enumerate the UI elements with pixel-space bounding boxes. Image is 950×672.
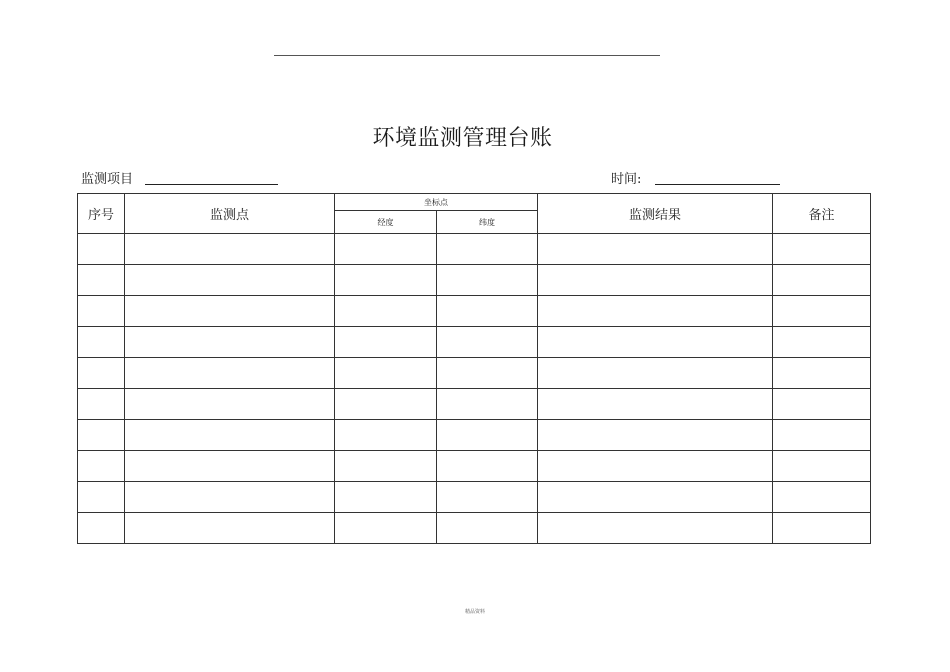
cell-seq[interactable] bbox=[78, 327, 125, 358]
table-row bbox=[78, 420, 871, 451]
cell-longitude[interactable] bbox=[335, 389, 437, 420]
cell-result[interactable] bbox=[538, 389, 773, 420]
cell-point[interactable] bbox=[125, 327, 335, 358]
ledger-body bbox=[78, 234, 871, 544]
cell-result[interactable] bbox=[538, 451, 773, 482]
cell-result[interactable] bbox=[538, 296, 773, 327]
header-result: 监测结果 bbox=[538, 194, 773, 234]
header-point: 监测点 bbox=[125, 194, 335, 234]
cell-longitude[interactable] bbox=[335, 513, 437, 544]
table-row bbox=[78, 482, 871, 513]
cell-result[interactable] bbox=[538, 358, 773, 389]
cell-remark[interactable] bbox=[773, 482, 871, 513]
project-label: 监测项目 bbox=[81, 172, 134, 187]
cell-result[interactable] bbox=[538, 327, 773, 358]
cell-seq[interactable] bbox=[78, 513, 125, 544]
cell-latitude[interactable] bbox=[437, 296, 538, 327]
cell-remark[interactable] bbox=[773, 358, 871, 389]
cell-remark[interactable] bbox=[773, 451, 871, 482]
cell-point[interactable] bbox=[125, 265, 335, 296]
cell-longitude[interactable] bbox=[335, 234, 437, 265]
cell-seq[interactable] bbox=[78, 296, 125, 327]
cell-result[interactable] bbox=[538, 234, 773, 265]
cell-longitude[interactable] bbox=[335, 358, 437, 389]
cell-remark[interactable] bbox=[773, 265, 871, 296]
cell-latitude[interactable] bbox=[437, 265, 538, 296]
project-field-line[interactable] bbox=[145, 184, 278, 185]
cell-longitude[interactable] bbox=[335, 265, 437, 296]
cell-seq[interactable] bbox=[78, 482, 125, 513]
header-coords: 坐标点 bbox=[335, 194, 538, 211]
table-row bbox=[78, 513, 871, 544]
cell-latitude[interactable] bbox=[437, 420, 538, 451]
header-latitude: 纬度 bbox=[437, 211, 538, 234]
cell-longitude[interactable] bbox=[335, 482, 437, 513]
footer-note: 精品资料 bbox=[464, 609, 485, 615]
table-row bbox=[78, 327, 871, 358]
cell-latitude[interactable] bbox=[437, 482, 538, 513]
time-field-line[interactable] bbox=[655, 184, 780, 185]
cell-point[interactable] bbox=[125, 389, 335, 420]
page-title: 环境监测管理台账 bbox=[372, 126, 553, 151]
cell-longitude[interactable] bbox=[335, 420, 437, 451]
table-row bbox=[78, 265, 871, 296]
cell-remark[interactable] bbox=[773, 234, 871, 265]
header-longitude: 经度 bbox=[335, 211, 437, 234]
cell-latitude[interactable] bbox=[437, 389, 538, 420]
cell-point[interactable] bbox=[125, 451, 335, 482]
cell-seq[interactable] bbox=[78, 234, 125, 265]
time-label: 时间: bbox=[611, 172, 642, 187]
cell-longitude[interactable] bbox=[335, 451, 437, 482]
table-row bbox=[78, 389, 871, 420]
header-rule bbox=[274, 55, 660, 56]
cell-latitude[interactable] bbox=[437, 451, 538, 482]
table-row bbox=[78, 358, 871, 389]
cell-latitude[interactable] bbox=[437, 513, 538, 544]
cell-remark[interactable] bbox=[773, 513, 871, 544]
table-row bbox=[78, 296, 871, 327]
cell-remark[interactable] bbox=[773, 389, 871, 420]
cell-point[interactable] bbox=[125, 420, 335, 451]
header-remark: 备注 bbox=[773, 194, 871, 234]
cell-seq[interactable] bbox=[78, 389, 125, 420]
cell-remark[interactable] bbox=[773, 420, 871, 451]
cell-seq[interactable] bbox=[78, 420, 125, 451]
cell-point[interactable] bbox=[125, 234, 335, 265]
table-row bbox=[78, 451, 871, 482]
cell-remark[interactable] bbox=[773, 296, 871, 327]
cell-longitude[interactable] bbox=[335, 327, 437, 358]
cell-point[interactable] bbox=[125, 296, 335, 327]
cell-seq[interactable] bbox=[78, 451, 125, 482]
cell-seq[interactable] bbox=[78, 265, 125, 296]
cell-result[interactable] bbox=[538, 265, 773, 296]
table-row bbox=[78, 234, 871, 265]
cell-longitude[interactable] bbox=[335, 296, 437, 327]
cell-point[interactable] bbox=[125, 358, 335, 389]
cell-result[interactable] bbox=[538, 420, 773, 451]
cell-point[interactable] bbox=[125, 513, 335, 544]
cell-result[interactable] bbox=[538, 513, 773, 544]
cell-latitude[interactable] bbox=[437, 327, 538, 358]
cell-remark[interactable] bbox=[773, 327, 871, 358]
header-seq: 序号 bbox=[78, 194, 125, 234]
ledger-table bbox=[77, 193, 871, 544]
cell-latitude[interactable] bbox=[437, 234, 538, 265]
cell-latitude[interactable] bbox=[437, 358, 538, 389]
cell-seq[interactable] bbox=[78, 358, 125, 389]
cell-result[interactable] bbox=[538, 482, 773, 513]
cell-point[interactable] bbox=[125, 482, 335, 513]
